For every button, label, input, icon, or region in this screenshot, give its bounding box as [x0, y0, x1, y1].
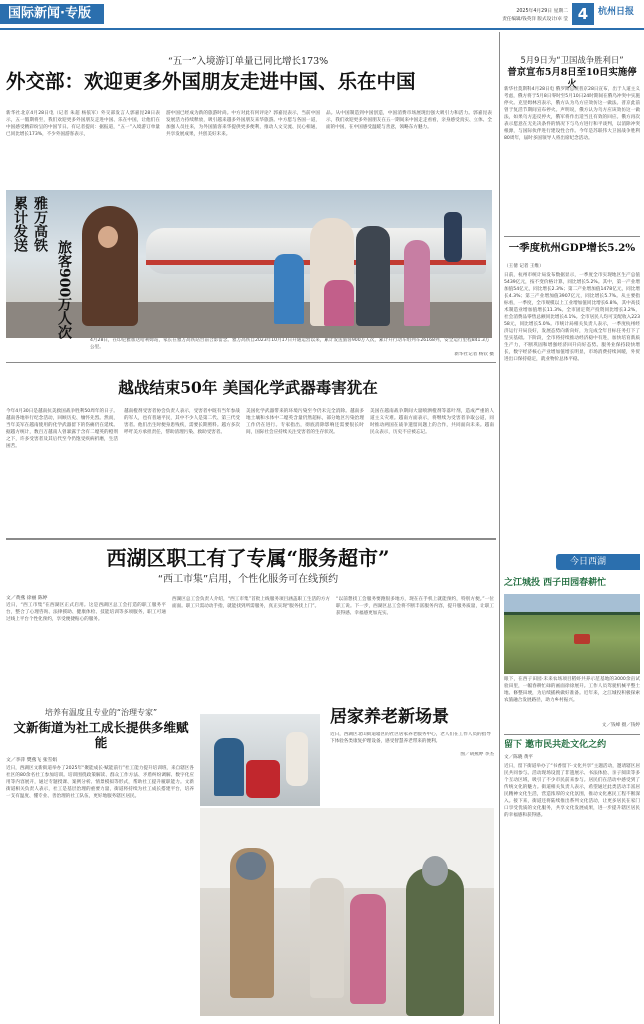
yawan-line2: 累计发送	[12, 196, 28, 252]
west-col2: 西湖区总工会负责人介绍，“西工市集”首批上线服务项目涵盖职工生活的方方面面。职工只需动动手指，就能找到所需服务，真正实现“服务找上门”。	[172, 597, 330, 609]
liuxia-headline: 留下 邀市民共赴文化之约	[504, 740, 607, 750]
west-subtitle: “西工市集”启用，个性化服务可在线预约	[157, 574, 339, 585]
yawan-line1: 雅万高铁	[32, 196, 48, 252]
gdp-body: 日前，杭州市统计局发布数据显示，一季度全市实现地区生产总值5439亿元，按不变价格计算，同比增长5.2%。其中，第一产业增加值54亿元，同比增长2.3%；第二产业增加值1478亿元，同比增长4.3%；第三产业增加值3907亿元，同比增长5.7%。从主要指标看，一季度，全市规模以上工业增加值同比增长6.8%，其中高技术制造业增加值增长11.3%。全市固定资产投资同比增长3.2%，社会消费品零售总额同比增长4.1%。全市居民人均可支配收入22358元，同比增长5.0%。市统计局相关负责人表示，一季度杭州经济运行开局良好，发展态势向新向好，为完成全年目标任务打下了坚实基础。下阶段，全市将持续推动经济稳中有进，加快培育新质生产力，不断巩固和增强经济回升向好态势。服务业保持较快增长，数字经济核心产业增加值增长明显，市场消费持续回暖，外贸进出口保持稳定，就业物价总体平稳。	[504, 273, 640, 362]
west-col1: 近日，“西工市集”在西湖区正式启用。这是西湖区总工会打造的职工服务平台，整合了心理咨询、法律援助、健康体检、技能培训等多项服务，职工可通过线上平台个性化预约，享受便捷贴心的服务。	[6, 603, 166, 622]
lead-kicker: “五一”入境游订单量已同比增长173%	[167, 56, 329, 67]
may-headline: 普京宣布5月8日至10日实施停火	[507, 67, 637, 90]
elder-photo-2	[200, 808, 494, 1016]
liuxia-body: 近日，留下街道举办了“书香留下·文化共享”主题活动，邀请辖区居民共同参与。活动现场设置了非遗展示、书法体验、亲子阅读等多个互动区域，吸引了不少市民前来参与。居民们在活动中感受到了传统文化的魅力。街道相关负责人表示，希望通过此类活动丰富居民精神文化生活，营造浓厚的文化氛围，推动文化惠民工程不断深入。接下来，街道还将陆续推出系列文化活动，让更多居民在家门口享受优质的文化服务，共享文化发展成果，进一步提升辖区居民的幸福感和获得感。	[504, 764, 640, 818]
gdp-headline: 一季度杭州GDP增长5.2%	[508, 242, 636, 254]
lead-body-col2: 游中国已经成为新的旅游时尚。中方对此有何评论？郭嘉昆表示，当前中国发展活力持续释放，吸引越来越多外国朋友来华旅游。中方愿与各国一道，加强人员往来，为外国旅客来华提供更多便利，推动人文交流、民心相通，共享发展成果，共创美好未来。	[166, 111, 320, 137]
xinjie-kicker: 培养有温度且专业的“治理专家”	[44, 708, 158, 717]
page-number-text: 4	[577, 5, 589, 23]
vietnam-col1: 今年4月30日是越南抗美救国战争胜利50周年的日子。越南各地举行纪念活动，回顾历史、缅怀先烈。然而，当年美军在越南使用的化学武器留下的伤痛仍在延续。据越方统计，数百万越南人曾暴露于含有二噁英的橙剂之下，许多受害者及其后代至今仍饱受疾病折磨，生活困苦。	[6, 409, 118, 449]
section-title: 国际新闻·专版	[8, 6, 91, 21]
lead-body-col3: 品。从中国制造到中国创造，中国消费市场展现出强大吸引力和活力。郭嘉昆表示，我们欢迎更多外国朋友在五一期间来中国走走看看，亲身感受真实、立体、全面的中国，在中国感受温暖与善意，领略东方魅力。	[326, 111, 492, 130]
issue-date: 2025年4月29日 星期二	[516, 9, 568, 14]
vietnam-col2: 越南橙剂受害者协会负责人表示，受害者中既有当年参战的军人，也有普通平民，其中不少人是第二代、第三代受害者。他们出生时便身患残疾，需要长期照料。越方多次呼吁美方承担责任，帮助清理污染、救助受害者。	[124, 409, 240, 435]
lead-photo-caption: 4月28日，在印尼雅加达哈利姆站，家长在雅万高铁站台前合影留念。雅万高铁自2023年10月17日开通运营以来，累计发送旅客900万人次，累计开行动车组列车26168列，安全运行里程841.3万公里。	[90, 338, 490, 350]
lead-body-col1: 新华社北京4月28日电（记者 朱超 杨依军）外交部发言人郭嘉昆28日表示，五一假期将至，我们欢迎更多外国朋友走进中国、乐在中国，让他们在中国感受精彩纷呈的中国节日。有记者提问：据报道，“五一”入境游订单量已同比增长173%，不少外国游客表示，	[6, 111, 160, 137]
west-headline: 西湖区职工有了专属“服务超市”	[106, 546, 390, 570]
lead-photo	[6, 190, 492, 338]
masthead-bar	[0, 0, 644, 30]
xinjie-byline: 文／李萍 樊燕飞 张雪娟	[6, 758, 58, 763]
zhijiang-caption: 眼下，在西子田园·未来农场项目稻虾共养示范基地的3000余亩试验田里，一幅春耕忙碌的画面徐徐展开。工作人员驾驶机械平整土地、修整田埂，为后续插秧做好准备。近年来，之江城投积极探索农旅融合发展路径，助力乡村振兴。	[504, 677, 640, 703]
lead-headline: 外交部：欢迎更多外国朋友走进中国、乐在中国	[6, 70, 416, 93]
today-west-lake-text: 今日西湖	[570, 557, 607, 567]
elder-headline: 居家养老新场景	[330, 707, 449, 727]
elder-credit: 图／胡燕婷 李杰	[460, 752, 494, 757]
west-col3: “以前想找工会服务要跑很多地方，现在在手机上就能预约，特别方便。”一位职工说。下一步，西湖区总工会将不断丰富服务内容，提升服务质量，让职工获得感、幸福感更加充实。	[336, 597, 494, 616]
vietnam-col3: 美国化学武器带来的环境污染至今仍未完全消除。越南多地土壤和水体中二噁英含量仍然超标，部分地区污染治理工作仍在进行。专家指出，彻底消除影响还需要很长时间，国际社会应持续关注受害者的生存状况。	[246, 409, 364, 435]
liuxia-byline: 文／陈晓 黄平	[504, 755, 534, 760]
west-byline: 文／黄燕 徐丽 陈婷	[6, 596, 48, 601]
xinjie-body: 近日，西湖区文新街道举办了2025年“聚能成长·赋能前行”社工能力提升培训班，来自辖区各社区的80余名社工参加培训。培训围绕政策解读、群众工作方法、矛盾纠纷调解、数字化应用等内容展开，通过专题授课、案例分析、情景模拟等形式，帮助社工提升履职能力。文新街道相关负责人表示，社工是基层治理的重要力量，街道将持续为社工成长搭建平台，培养一支有温度、懂专业、善治理的社工队伍，更好地服务辖区居民。	[6, 766, 194, 799]
vietnam-headline: 越战结束50年 美国化学武器毒害犹在	[118, 378, 378, 397]
editor-credits: 责任编辑/钱英洋 版式设计/卓 莹	[502, 17, 568, 22]
paper-logo: 杭州日报	[598, 7, 635, 17]
elder-photo-1	[200, 714, 320, 806]
vietnam-col4: 美国在越南战争期间大量喷洒橙剂等落叶剂，造成严重的人道主义灾难。越南方面表示，将继续为受害者争取公道，同时推动两国在战争遗留问题上的合作，共同面向未来。越南民众表示，历史不应被忘记。	[370, 409, 494, 435]
zhijiang-photo	[504, 594, 640, 674]
may-body: 新华社莫斯科4月28日电 俄罗斯总统普京28日宣布，出于人道主义考虑，俄方将于5月8日零时至5月10日24时期间在俄乌冲突中实施停火。克里姆林宫表示，俄方认为乌方应效仿这一做法。普京此前曾于复活节期间宣布停火。声明说，俄方认为乌方应该效仿这一做法，如果乌方违反停火，俄军将作出适当且有效的回应。俄方再次表示愿意在无先决条件的情况下与乌方进行和平谈判，以消除冲突根源，与国际伙伴进行建设性合作。今年是苏联伟大卫国战争胜利80周年，届时多国领导人将出席纪念活动。	[504, 87, 640, 141]
lead-photo-credit: 新华社记者 杨钦 摄	[454, 352, 494, 357]
xinjie-headline: 文新街道为社工成长提供多维赋能	[13, 720, 189, 750]
gdp-byline: （王倩 记者 王维）	[504, 264, 544, 269]
may-kicker: 5月9日为“卫国战争胜利日”	[520, 55, 624, 65]
elder-caption: 近日，西湖区北山街道辖区的社区居家养老服务中心，老人们在工作人员的指导下体验各类康复护理设备，感受智慧养老带来的便利。	[330, 732, 491, 744]
zhijiang-credit: 文／钱峰 摄／钱婷	[601, 723, 640, 728]
zhijiang-headline: 之江城投 西子田园春耕忙	[504, 578, 607, 588]
yawan-line3: 旅客900万人次	[56, 240, 72, 340]
yawan-label	[12, 196, 50, 330]
